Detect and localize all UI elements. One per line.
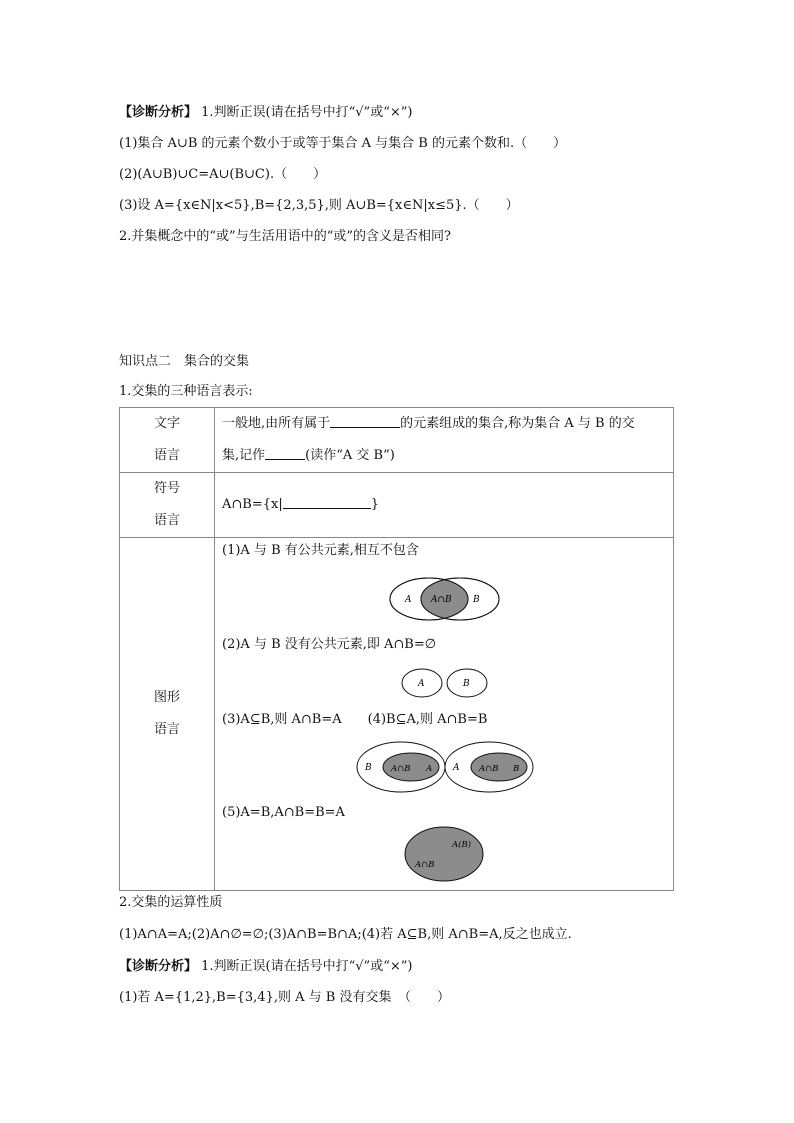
label-graphic-language: 图形 语言 [120,538,215,891]
venn-case-4 [445,742,533,792]
label-text-language: 文字 语言 [120,408,215,473]
diagnostic-tag: 【诊断分析】 [119,959,198,974]
venn-label-intersection: A∩B [431,595,452,605]
diagnostic-tag: 【诊断分析】 [119,105,198,120]
properties-title: 2.交集的运算性质 [119,895,223,910]
venn-label-a: A [418,679,425,689]
venn-diagrams [215,538,674,890]
question-item-2: (2)(A∪B)∪C=A∪(B∪C).（ ） [119,167,327,182]
table-row-graphic [120,538,674,891]
question-item-1: (1)集合 A∪B 的元素个数小于或等于集合 A 与集合 B 的元素个数和.（ ） [119,136,567,151]
case-2-text: (2)A 与 B 没有公共元素,即 A∩B=∅ [222,637,437,652]
venn-label-intersection: A∩B [391,764,411,774]
case-5-text: (5)A=B,A∩B=B=A [222,805,345,820]
venn-case-1 [390,578,499,620]
fill-blank[interactable] [283,495,371,509]
venn-label-b: B [473,595,480,605]
diagnostic-prompt: 1.判断正误(请在括号中打“√”或“×”) [201,105,413,120]
table-row-symbol [120,473,674,538]
venn-case-2 [402,669,487,697]
knowledge-title: 知识点二 集合的交集 [119,354,250,369]
venn-label-ab: A(B) [452,840,472,850]
knowledge-subtitle: 1.交集的三种语言表示: [119,384,253,399]
diagnostic-heading-1 [119,104,412,122]
table-row-text [120,408,674,473]
properties-text: (1)A∩A=A;(2)A∩∅=∅;(3)A∩B=B∩A;(4)若 A⊆B,则 A∩B=A,反之也成立. [119,927,572,942]
fill-blank[interactable] [265,446,305,460]
diagnostic-heading-2 [119,958,412,976]
graphic-definition [215,538,674,891]
venn-case-3 [357,742,445,792]
venn-label-b: B [463,679,470,689]
question-item-1: (1)若 A={1,2},B={3,4},则 A 与 B 没有交集 （ ） [119,990,450,1005]
case-1-text: (1)A 与 B 有公共元素,相互不包含 [222,543,419,558]
venn-label-b: B [513,764,520,774]
fill-blank[interactable] [330,414,400,428]
question-item-3: (3)设 A={x∈N|x<5},B={2,3,5},则 A∪B={x∈N|x≤5}.（ ） [119,198,519,213]
venn-label-a: A [405,595,412,605]
question-2: 2.并集概念中的“或”与生活用语中的“或”的含义是否相同? [119,229,451,244]
venn-label-a: A [453,763,460,773]
venn-case-5 [405,827,483,881]
venn-label-intersection: A∩B [479,764,499,774]
venn-label-a: A [426,764,433,774]
diagnostic-prompt: 1.判断正误(请在括号中打“√”或“×”) [201,959,413,974]
venn-label-b: B [365,763,372,773]
case-3-4-text: (3)A⊆B,则 A∩B=A (4)B⊆A,则 A∩B=B [222,712,488,727]
text-definition: 一般地,由所有属于 的元素组成的集合,称为集合 A 与 B 的交 集,记作 (读作“A 交 B”) [215,408,674,473]
intersection-definition-table [119,407,674,891]
label-symbol-language: 符号 语言 [120,473,215,538]
venn-label-intersection: A∩B [415,860,435,870]
symbol-definition: A∩B={x| } [215,473,674,538]
